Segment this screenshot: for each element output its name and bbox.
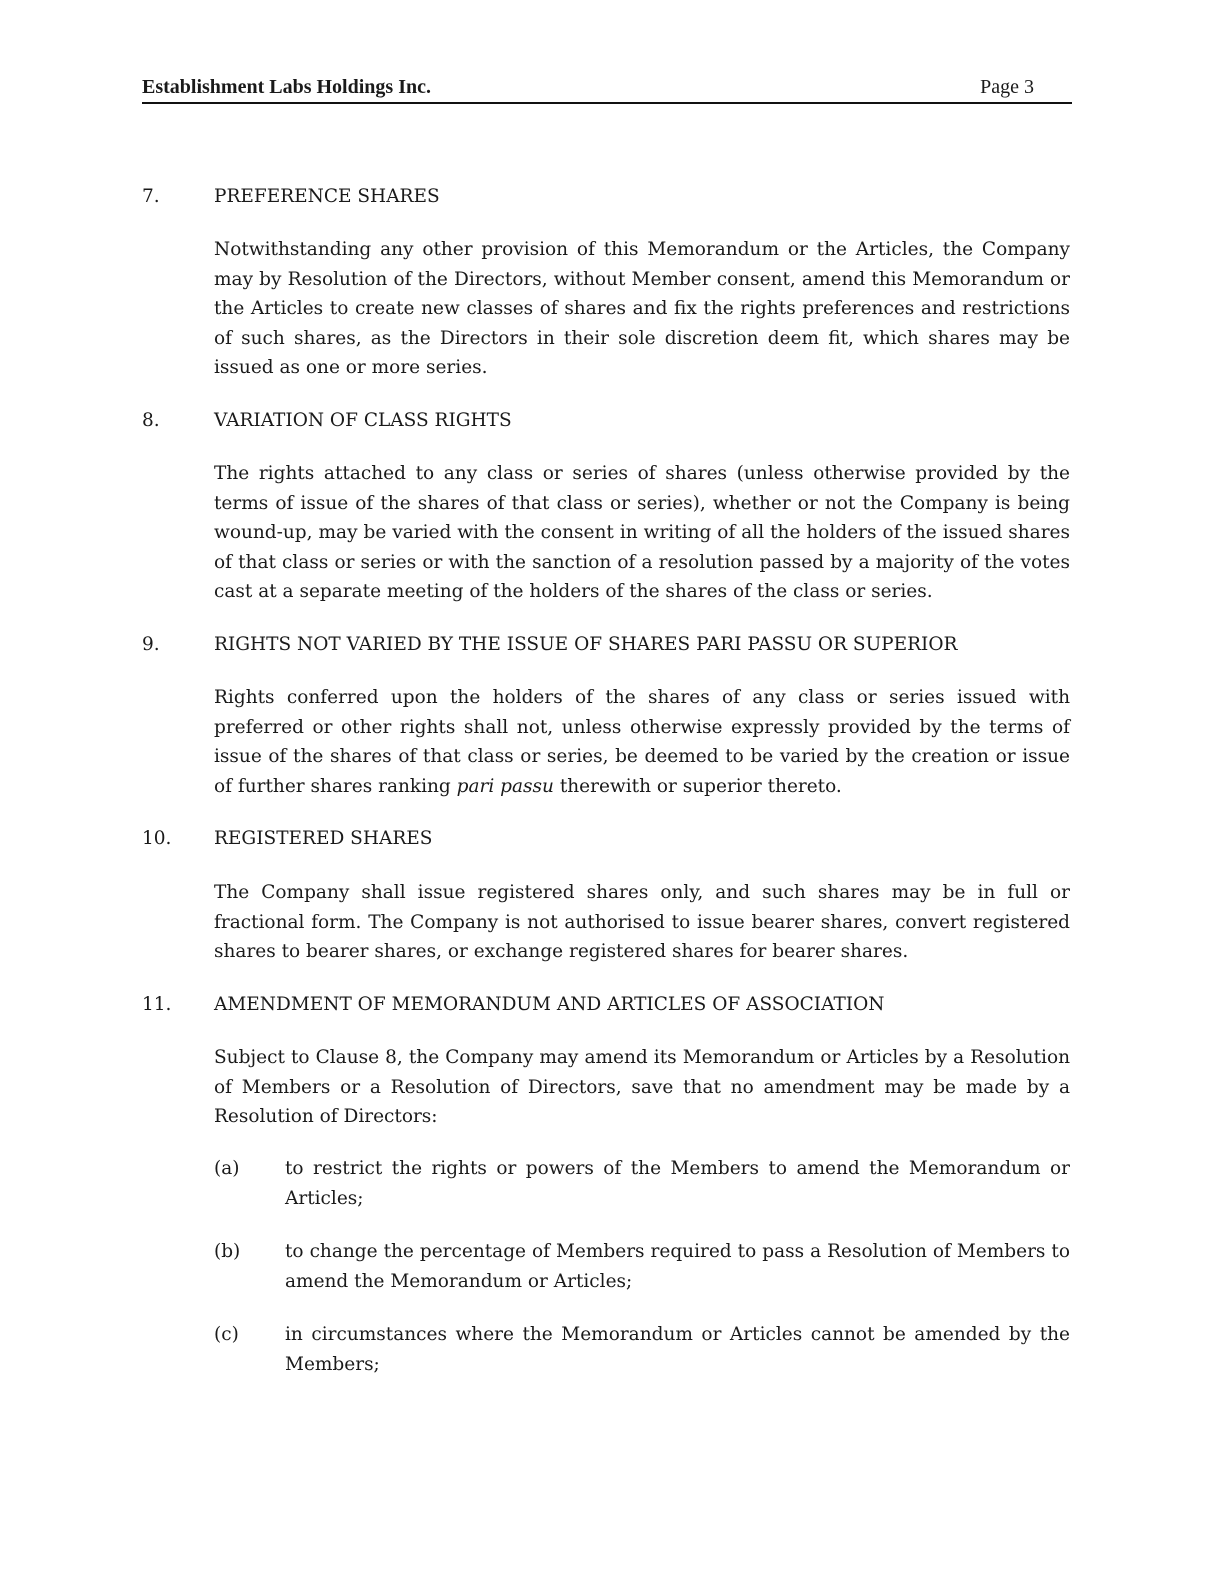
section-number: 9. — [142, 634, 160, 655]
item-text: to change the percentage of Members required to pass a Resolution of Members to amend the Memorandum or Articles; — [285, 1241, 1070, 1292]
section-body-9 — [214, 683, 1070, 801]
section-number: 8. — [142, 410, 160, 431]
section-number: 11. — [142, 994, 172, 1015]
body-text: Rights conferred upon the holders of the shares of any class or series issued with preferred or other rights shall not, unless otherwise expressly provided by the terms of issue of the shares of that class or series, be deemed to be varied by the creation or issue of further shares ranking — [214, 687, 1070, 797]
body-text: therewith or superior thereto. — [553, 775, 842, 797]
section-number: 7. — [142, 186, 160, 207]
section-title: PREFERENCE SHARES — [214, 186, 440, 207]
company-name: Establishment Labs Holdings Inc. — [142, 76, 431, 98]
section-title: VARIATION OF CLASS RIGHTS — [214, 410, 512, 431]
item-label: (c) — [214, 1324, 239, 1345]
section-title: RIGHTS NOT VARIED BY THE ISSUE OF SHARES PARI PASSU OR SUPERIOR — [214, 634, 958, 655]
item-text: to restrict the rights or powers of the Members to amend the Memorandum or Articles; — [285, 1158, 1070, 1209]
item-label: (b) — [214, 1241, 241, 1262]
section-body-11: Subject to Clause 8, the Company may amend its Memorandum or Articles by a Resolution of Members or a Resolution of Directors, save that no amendment may be made by a Resolution of Directors: — [214, 1047, 1070, 1128]
page-header — [142, 74, 1072, 104]
section-body-8: The rights attached to any class or series of shares (unless otherwise provided by the terms of issue of the shares of that class or series), whether or not the Company is being wound-up, may be varied with the consent in writing of all the holders of the issued shares of that class or series or with the sanction of a resolution passed by a majority of the votes cast at a separate meeting of the holders of the shares of the class or series. — [214, 463, 1070, 603]
section-body-10: The Company shall issue registered shares only, and such shares may be in full or fractional form. The Company is not authorised to issue bearer shares, convert registered shares to bearer shares, or exchange registered shares for bearer shares. — [214, 882, 1070, 963]
page-number: Page 3 — [980, 76, 1034, 98]
item-label: (a) — [214, 1158, 240, 1179]
italic-term: pari passu — [456, 775, 554, 797]
item-text: in circumstances where the Memorandum or Articles cannot be amended by the Members; — [285, 1324, 1070, 1375]
section-body-7: Notwithstanding any other provision of this Memorandum or the Articles, the Company may by Resolution of the Directors, without Member consent, amend this Memorandum or the Articles to create new classes of shares and fix the rights preferences and restrictions of such shares, as the Directors in their sole discretion deem fit, which shares may be issued as one or more series. — [214, 239, 1070, 379]
section-number: 10. — [142, 828, 172, 849]
section-title: REGISTERED SHARES — [214, 828, 433, 849]
section-title: AMENDMENT OF MEMORANDUM AND ARTICLES OF ASSOCIATION — [214, 994, 885, 1015]
